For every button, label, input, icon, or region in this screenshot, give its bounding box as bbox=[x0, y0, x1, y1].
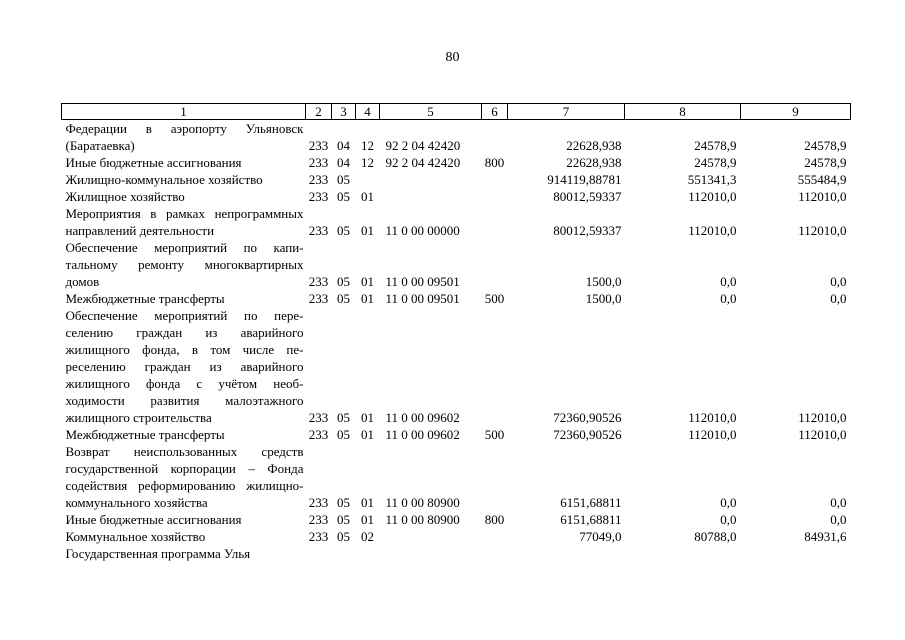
row-amount-col8-cell: 0,0 bbox=[720, 512, 737, 527]
row-expense-type-cell: 500 bbox=[484, 291, 505, 306]
row-amount-col7-cell: 72360,90526 bbox=[553, 410, 622, 425]
row-admin-code-cell: 233 bbox=[308, 155, 329, 170]
row-section-cell: 04 bbox=[337, 155, 350, 170]
row-expense-type-cell bbox=[482, 443, 508, 511]
row-amount-col8-cell: 24578,9 bbox=[694, 138, 737, 153]
budget-table bbox=[61, 103, 851, 562]
row-name-cell: Жилищное хозяйство bbox=[65, 189, 185, 204]
row-target-article-cell bbox=[380, 545, 482, 562]
row-amount-col9-cell: 555484,9 bbox=[797, 172, 847, 187]
table-row bbox=[62, 239, 851, 290]
row-name-cell: Иные бюджетные ассигнования bbox=[65, 512, 242, 527]
row-amount-col8-cell: 112010,0 bbox=[688, 410, 737, 425]
row-amount-col8-cell: 112010,0 bbox=[688, 189, 737, 204]
table-row bbox=[62, 120, 851, 155]
table-row bbox=[62, 205, 851, 239]
column-header-1: 1 bbox=[62, 104, 306, 120]
row-subsection-cell: 01 bbox=[361, 189, 374, 204]
row-subsection-cell: 01 bbox=[361, 427, 374, 442]
row-name-cell: Иные бюджетные ассигнования bbox=[65, 155, 242, 170]
row-expense-type-cell: 800 bbox=[484, 512, 505, 527]
row-target-article-cell bbox=[380, 188, 482, 205]
table-row bbox=[62, 188, 851, 205]
row-section-cell: 05 bbox=[337, 274, 350, 289]
row-amount-col7-cell: 80012,59337 bbox=[553, 223, 622, 238]
row-amount-col8-cell: 112010,0 bbox=[688, 223, 737, 238]
row-target-article-cell: 11 0 00 09501 bbox=[385, 291, 460, 306]
row-admin-code-cell: 233 bbox=[308, 274, 329, 289]
row-amount-col9-cell: 24578,9 bbox=[804, 155, 847, 170]
row-amount-col7-cell bbox=[508, 545, 625, 562]
row-amount-col9-cell: 0,0 bbox=[830, 512, 847, 527]
row-amount-col8-cell bbox=[625, 545, 741, 562]
row-subsection-cell: 01 bbox=[361, 274, 374, 289]
page-number: 80 bbox=[445, 50, 460, 65]
row-section-cell: 05 bbox=[337, 529, 350, 544]
table-row bbox=[62, 290, 851, 307]
row-amount-col8-cell: 24578,9 bbox=[694, 155, 737, 170]
row-expense-type-cell bbox=[482, 528, 508, 545]
row-expense-type-cell: 500 bbox=[484, 427, 505, 442]
table-row bbox=[62, 511, 851, 528]
table-row bbox=[62, 307, 851, 426]
row-section-cell bbox=[332, 545, 356, 562]
row-name-cell: Обеспечение мероприятий по переселению граждан из аварийного жилищного фонда, в том числе переселению граждан из аварийного жилищного фонда с учётом необходимости развития малоэтажного жилищного строительства bbox=[65, 308, 304, 425]
column-header-3: 3 bbox=[332, 104, 356, 120]
row-section-cell: 05 bbox=[337, 427, 350, 442]
row-subsection-cell: 01 bbox=[361, 410, 374, 425]
row-admin-code-cell: 233 bbox=[308, 138, 329, 153]
row-target-article-cell: 92 2 04 42420 bbox=[385, 138, 461, 153]
row-expense-type-cell bbox=[482, 307, 508, 426]
row-expense-type-cell bbox=[482, 545, 508, 562]
row-amount-col8-cell: 80788,0 bbox=[694, 529, 737, 544]
column-header-2: 2 bbox=[306, 104, 332, 120]
row-admin-code-cell: 233 bbox=[308, 172, 329, 187]
row-target-article-cell: 11 0 00 09602 bbox=[385, 410, 460, 425]
row-name-cell: Мероприятия в рамках непрограммных направлений деятельности bbox=[65, 206, 304, 238]
row-subsection-cell: 01 bbox=[361, 512, 374, 527]
row-target-article-cell: 11 0 00 80900 bbox=[385, 512, 460, 527]
row-section-cell: 05 bbox=[337, 223, 350, 238]
row-expense-type-cell bbox=[482, 205, 508, 239]
row-amount-col7-cell: 77049,0 bbox=[579, 529, 622, 544]
row-expense-type-cell bbox=[482, 171, 508, 188]
row-target-article-cell bbox=[380, 171, 482, 188]
row-name-cell: Межбюджетные трансферты bbox=[65, 427, 225, 442]
row-section-cell: 05 bbox=[337, 495, 350, 510]
row-amount-col9-cell: 0,0 bbox=[830, 274, 847, 289]
table-row bbox=[62, 528, 851, 545]
row-amount-col8-cell: 0,0 bbox=[720, 291, 737, 306]
row-amount-col8-cell: 0,0 bbox=[720, 495, 737, 510]
column-header-7: 7 bbox=[508, 104, 625, 120]
row-admin-code-cell: 233 bbox=[308, 291, 329, 306]
column-header-9: 9 bbox=[741, 104, 851, 120]
row-amount-col7-cell: 72360,90526 bbox=[553, 427, 622, 442]
row-subsection-cell: 01 bbox=[361, 495, 374, 510]
row-target-article-cell: 11 0 00 09602 bbox=[385, 427, 460, 442]
row-amount-col7-cell: 22628,938 bbox=[566, 138, 622, 153]
table-row bbox=[62, 171, 851, 188]
row-amount-col7-cell: 1500,0 bbox=[585, 274, 622, 289]
row-target-article-cell bbox=[380, 528, 482, 545]
row-name-cell: Возврат неиспользованных средств государственной корпорации – Фонда содействия реформированию жилищно-коммунального хозяйства bbox=[65, 444, 304, 510]
row-subsection-cell bbox=[356, 171, 380, 188]
table-row bbox=[62, 545, 851, 562]
row-admin-code-cell: 233 bbox=[308, 223, 329, 238]
table-row bbox=[62, 154, 851, 171]
row-section-cell: 05 bbox=[337, 410, 350, 425]
row-admin-code-cell: 233 bbox=[308, 495, 329, 510]
column-header-8: 8 bbox=[625, 104, 741, 120]
row-subsection-cell: 01 bbox=[361, 223, 374, 238]
row-name-cell: Коммунальное хозяйство bbox=[65, 529, 206, 544]
row-admin-code-cell: 233 bbox=[308, 529, 329, 544]
row-amount-col7-cell: 22628,938 bbox=[566, 155, 622, 170]
row-name-cell: Жилищно-коммунальное хозяйство bbox=[65, 172, 263, 187]
row-amount-col8-cell: 551341,3 bbox=[687, 172, 737, 187]
row-target-article-cell: 11 0 00 00000 bbox=[385, 223, 460, 238]
row-subsection-cell bbox=[356, 545, 380, 562]
row-target-article-cell: 11 0 00 09501 bbox=[385, 274, 460, 289]
row-section-cell: 04 bbox=[337, 138, 350, 153]
row-amount-col9-cell: 112010,0 bbox=[798, 189, 847, 204]
row-subsection-cell: 02 bbox=[361, 529, 374, 544]
row-name-cell: Государственная программа Улья bbox=[65, 546, 251, 561]
row-amount-col9-cell: 112010,0 bbox=[798, 410, 847, 425]
row-admin-code-cell: 233 bbox=[308, 512, 329, 527]
row-target-article-cell: 11 0 00 80900 bbox=[385, 495, 460, 510]
row-subsection-cell: 01 bbox=[361, 291, 374, 306]
row-amount-col9-cell: 0,0 bbox=[830, 291, 847, 306]
row-amount-col8-cell: 112010,0 bbox=[688, 427, 737, 442]
row-section-cell: 05 bbox=[337, 512, 350, 527]
row-amount-col9-cell: 0,0 bbox=[830, 495, 847, 510]
column-header-4: 4 bbox=[356, 104, 380, 120]
row-section-cell: 05 bbox=[337, 189, 350, 204]
row-amount-col7-cell: 1500,0 bbox=[585, 291, 622, 306]
row-amount-col9-cell: 112010,0 bbox=[798, 223, 847, 238]
row-amount-col7-cell: 80012,59337 bbox=[553, 189, 622, 204]
row-expense-type-cell bbox=[482, 188, 508, 205]
column-header-6: 6 bbox=[482, 104, 508, 120]
row-target-article-cell: 92 2 04 42420 bbox=[385, 155, 461, 170]
row-section-cell: 05 bbox=[337, 291, 350, 306]
row-admin-code-cell: 233 bbox=[308, 410, 329, 425]
row-name-cell: Обеспечение мероприятий по капитальному ремонту многоквартирных домов bbox=[65, 240, 304, 289]
row-name-cell: Межбюджетные трансферты bbox=[65, 291, 225, 306]
table-header-row bbox=[62, 104, 851, 120]
row-expense-type-cell: 800 bbox=[484, 155, 505, 170]
row-amount-col9-cell: 112010,0 bbox=[798, 427, 847, 442]
row-expense-type-cell bbox=[482, 120, 508, 155]
row-amount-col7-cell: 6151,68811 bbox=[560, 495, 622, 510]
row-admin-code-cell bbox=[306, 545, 332, 562]
row-subsection-cell: 12 bbox=[361, 155, 374, 170]
row-amount-col7-cell: 6151,68811 bbox=[560, 512, 622, 527]
row-amount-col9-cell: 84931,6 bbox=[804, 529, 847, 544]
column-header-5: 5 bbox=[380, 104, 482, 120]
row-amount-col8-cell: 0,0 bbox=[720, 274, 737, 289]
row-admin-code-cell: 233 bbox=[308, 427, 329, 442]
row-name-cell: Федерации в аэропорту Ульяновск (Баратаевка) bbox=[65, 121, 304, 153]
table-row bbox=[62, 443, 851, 511]
row-amount-col7-cell: 914119,88781 bbox=[547, 172, 622, 187]
row-admin-code-cell: 233 bbox=[308, 189, 329, 204]
row-section-cell: 05 bbox=[337, 172, 350, 187]
table-row bbox=[62, 426, 851, 443]
row-expense-type-cell bbox=[482, 239, 508, 290]
row-amount-col9-cell: 24578,9 bbox=[804, 138, 847, 153]
row-subsection-cell: 12 bbox=[361, 138, 374, 153]
row-amount-col9-cell bbox=[741, 545, 851, 562]
